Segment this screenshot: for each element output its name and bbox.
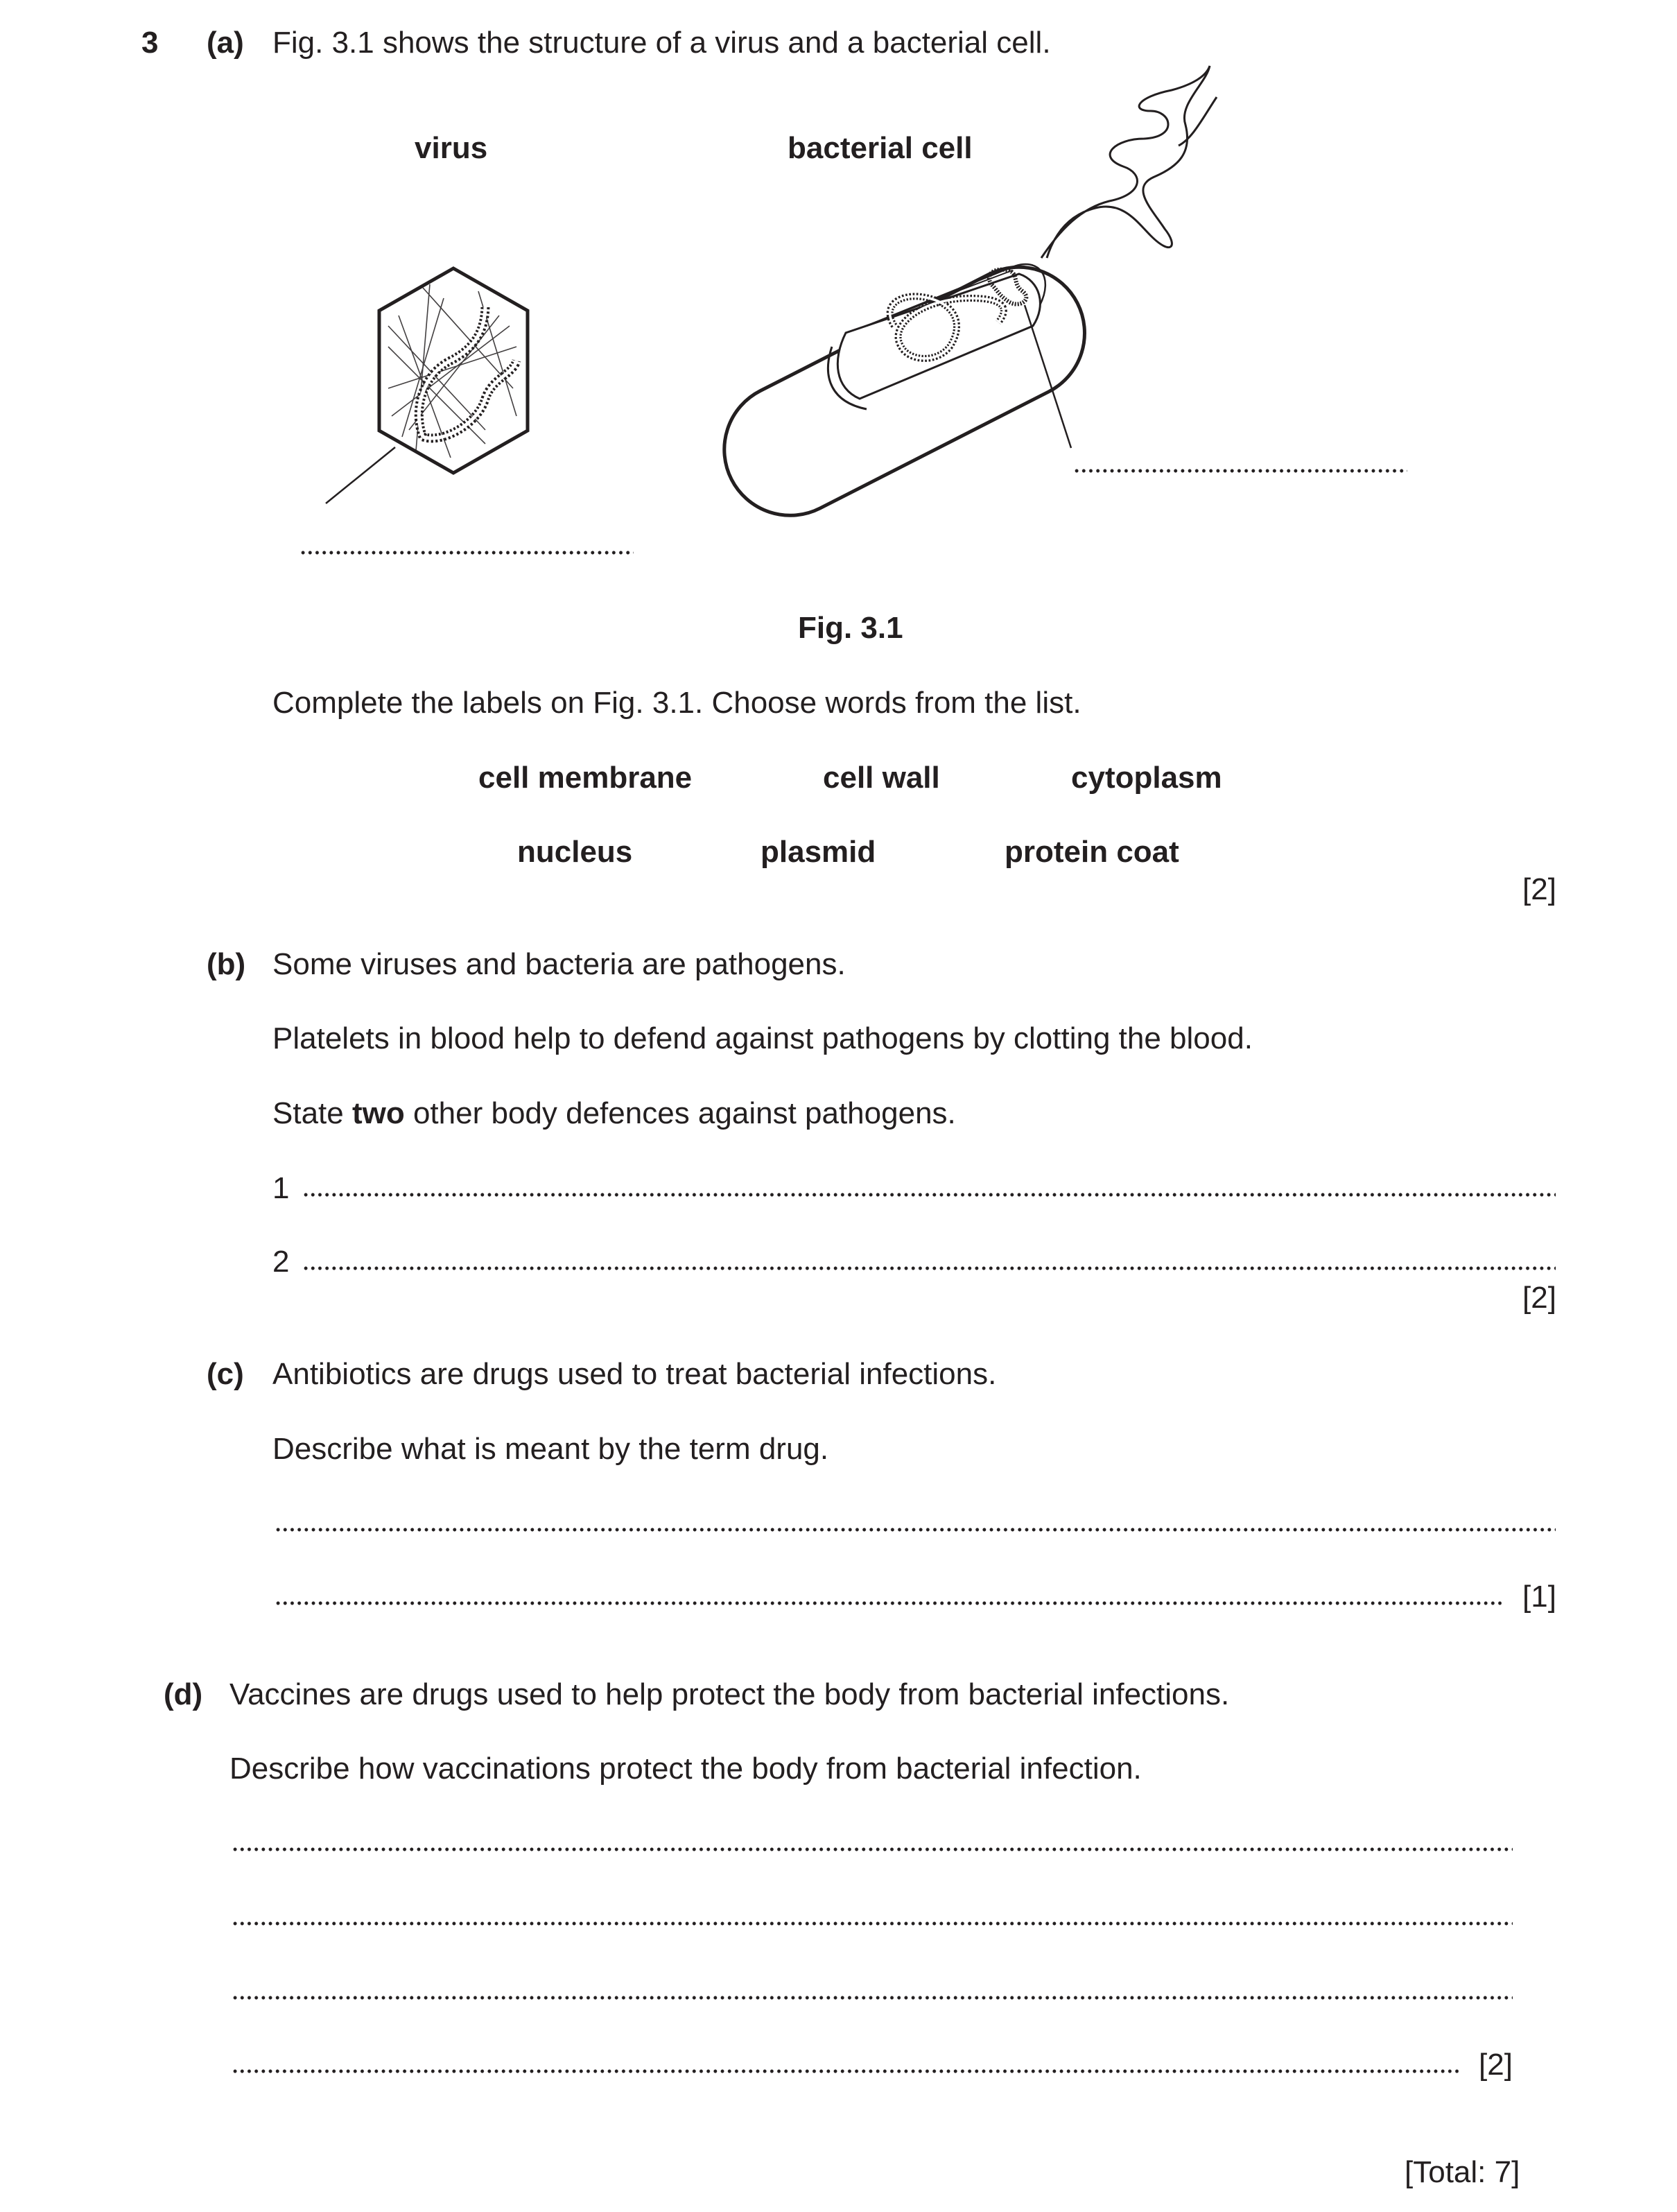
part-d-answer-line-3[interactable] (232, 1996, 1513, 2000)
part-d-marks: [2] (1479, 2048, 1513, 2082)
question-number: 3 (141, 26, 159, 60)
part-d-line2: Describe how vaccinations protect the body from bacterial infection. (229, 1752, 1142, 1786)
total-marks: [Total: 7] (1405, 2155, 1520, 2189)
part-a-label: (a) (207, 26, 244, 60)
part-c-label: (c) (207, 1357, 244, 1391)
word-cytoplasm: cytoplasm (1071, 761, 1222, 795)
part-c-line1: Antibiotics are drugs used to treat bacterial infections. (272, 1357, 997, 1391)
virus-label-line (326, 447, 395, 503)
figure-caption: Fig. 3.1 (798, 611, 903, 645)
answer-1-line[interactable] (302, 1193, 1556, 1197)
part-c-marks: [1] (1522, 1580, 1556, 1614)
word-nucleus: nucleus (517, 835, 633, 869)
bacterial-cell-wall (702, 245, 1107, 539)
part-b-marks: [2] (1522, 1281, 1556, 1315)
answer-2-number: 2 (272, 1245, 290, 1279)
virus-title: virus (415, 131, 488, 165)
flagellum-drawing (1041, 66, 1210, 258)
word-cell-membrane: cell membrane (478, 761, 693, 795)
word-cell-wall: cell wall (823, 761, 940, 795)
part-b-line2: Platelets in blood help to defend against pathogens by clotting the blood. (272, 1021, 1253, 1055)
bacterial-cell-title: bacterial cell (788, 131, 973, 165)
part-c-line2: Describe what is meant by the term drug. (272, 1432, 829, 1466)
part-c-answer-line-1[interactable] (275, 1528, 1556, 1532)
part-d-label: (d) (164, 1677, 203, 1711)
part-b-label: (b) (207, 947, 246, 981)
part-b-line1: Some viruses and bacteria are pathogens. (272, 947, 846, 981)
part-b-line3-bold: two (351, 1096, 405, 1130)
part-a-intro: Fig. 3.1 shows the structure of a virus and a bacterial cell. (272, 26, 1051, 60)
part-a-marks: [2] (1522, 872, 1556, 906)
virus-diagram (326, 268, 528, 503)
part-c-answer-line-2[interactable] (275, 1601, 1502, 1605)
part-b-line3 (272, 1096, 956, 1132)
part-d-answer-line-1[interactable] (232, 1847, 1513, 1851)
bacterial-cell-diagram (702, 66, 1217, 538)
part-d-answer-line-4[interactable] (232, 2069, 1459, 2073)
part-d-answer-line-2[interactable] (232, 1921, 1513, 1926)
part-b-line3-post: other body defences against pathogens. (404, 1096, 956, 1130)
word-protein-coat: protein coat (1005, 835, 1179, 869)
figure-3-1 (0, 0, 1677, 693)
answer-1-number: 1 (272, 1171, 290, 1205)
part-d-line1: Vaccines are drugs used to help protect the body from bacterial infections. (229, 1677, 1230, 1711)
bacterial-label-answer-line[interactable] (1073, 469, 1407, 473)
part-a-instruction: Complete the labels on Fig. 3.1. Choose words from the list. (272, 686, 1081, 720)
word-plasmid: plasmid (761, 835, 876, 869)
part-b-line3-pre: State (272, 1096, 352, 1130)
virus-label-answer-line[interactable] (299, 551, 634, 555)
answer-2-line[interactable] (302, 1266, 1556, 1270)
